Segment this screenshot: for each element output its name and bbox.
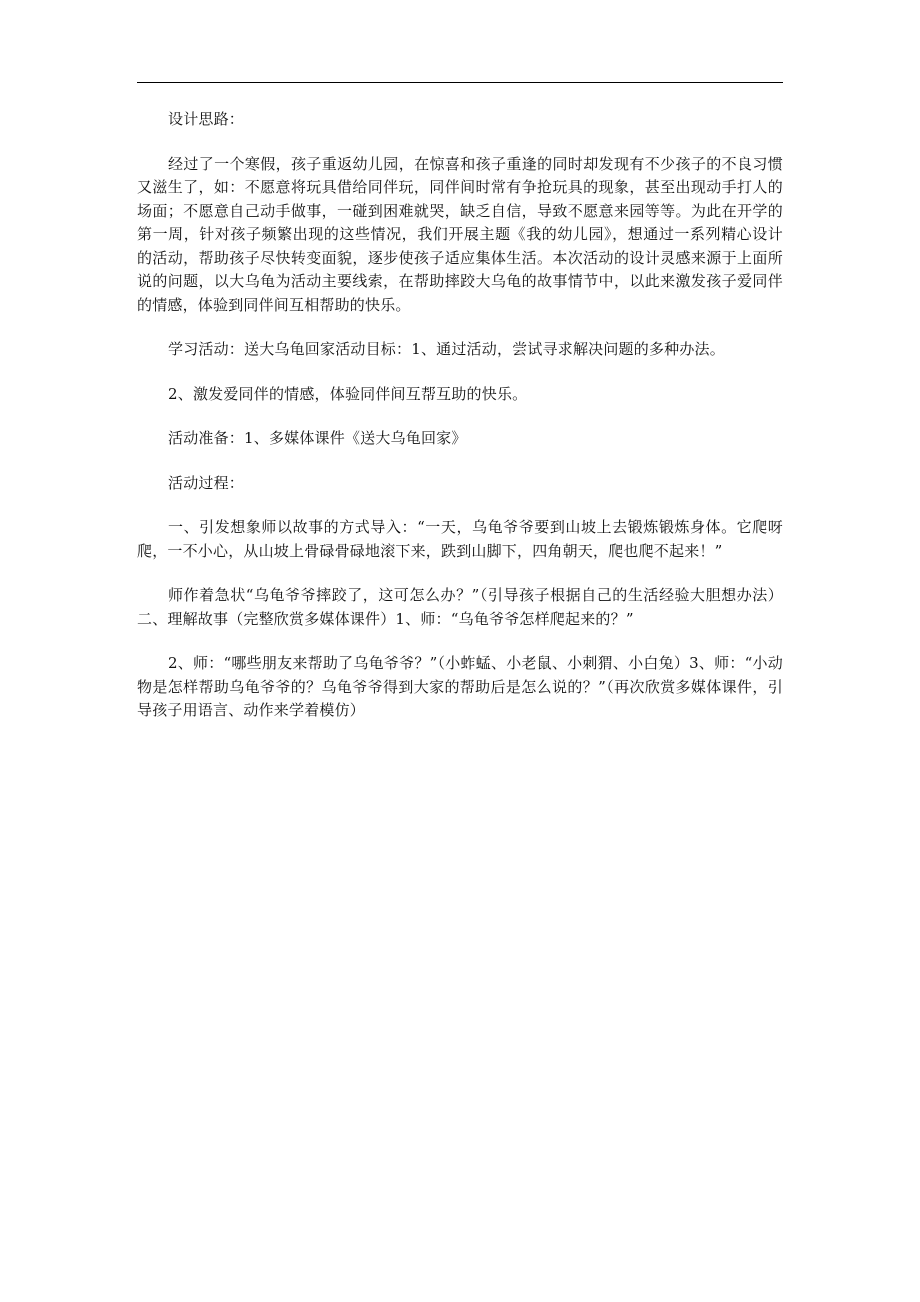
paragraph-activity-process-heading: 活动过程： xyxy=(168,473,245,492)
paragraph-design-rationale: 经过了一个寒假，孩子重返幼儿园，在惊喜和孩子重逢的同时却发现有不少孩子的不良习惯又滋生了，如：不愿意将玩具借给同伴玩，同伴间时常有争抢玩具的现象，甚至出现动手打人的场面；不愿意自己动手做事，一碰到困难就哭，缺乏自信，导致不愿意来园等等。为此在开学的第一周，针对孩子频繁出现的这些情况，我们开展主题《我的幼儿园》，想通过一系列精心设计的活动，帮助孩子尽快转变面貌，逐步使孩子适应集体生活。本次活动的设计灵感来源于上面所说的问题，以大乌龟为活动主要线索，在帮助摔跤大乌龟的故事情节中，以此来激发孩子爱同伴的情感，体验到同伴间互相帮助的快乐。 xyxy=(137,154,783,314)
header-rule xyxy=(137,82,783,83)
paragraph-activity-preparation: 活动准备：1、多媒体课件《送大乌龟回家》 xyxy=(168,429,467,447)
paragraph-step-three: 2、师：“哪些朋友来帮助了乌龟爷爷？”（小蚱蜢、小老鼠、小刺猬、小白兔）3、师：“小动物是怎样帮助乌龟爷爷的？乌龟爷爷得到大家的帮助后是怎么说的？”（再次欣赏多媒体课件，引导孩子用语言、动作来学着模仿） xyxy=(137,654,783,719)
paragraph-activity-goal-2: 2、激发爱同伴的情感，体验同伴间互帮互助的快乐。 xyxy=(168,384,528,403)
paragraph-step-two: 师作着急状“乌龟爷爷摔跤了，这可怎么办？”（引导孩子根据自己的生活经验大胆想办法）二、理解故事（完整欣赏多媒体课件）1、师：“乌龟爷爷怎样爬起来的？” xyxy=(137,586,783,628)
document-body xyxy=(137,108,783,744)
paragraph-activity-goal-1: 学习活动：送大乌龟回家活动目标：1、通过活动，尝试寻求解决问题的多种办法。 xyxy=(168,340,725,358)
paragraph-design-heading: 设计思路： xyxy=(168,110,245,128)
paragraph-step-one: 一、引发想象师以故事的方式导入：“一天，乌龟爷爷要到山坡上去锻炼锻炼身体。它爬呀爬，一不小心，从山坡上骨碌骨碌地滚下来，跌到山脚下，四角朝天，爬也爬不起来！” xyxy=(137,518,783,560)
